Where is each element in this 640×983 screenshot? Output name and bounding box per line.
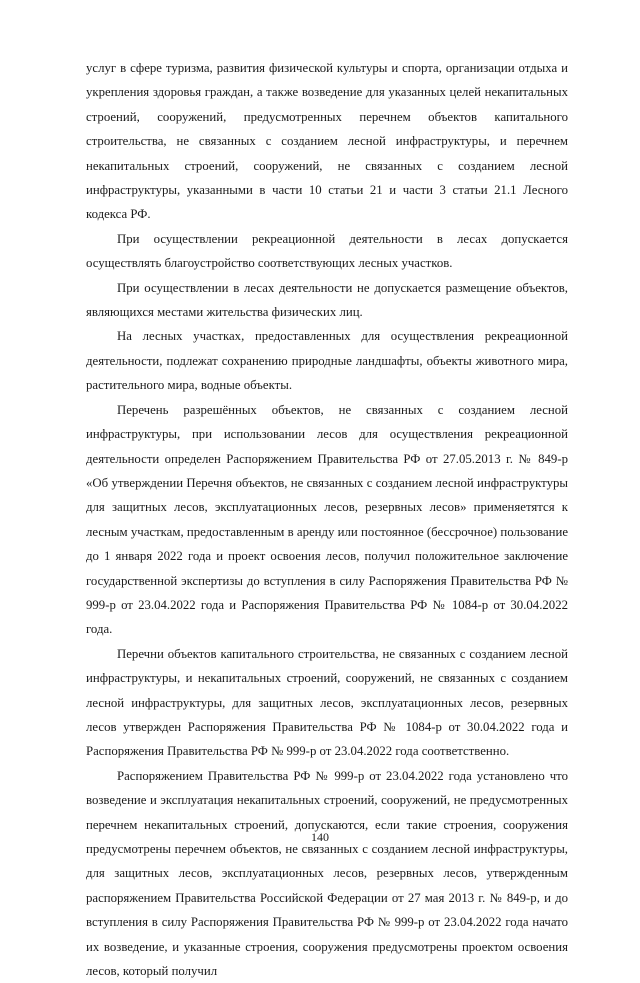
paragraph-continuation: услуг в сфере туризма, развития физической культуры и спорта, организации отдыха и укрепления здоровья граждан, а также возведение для указанных целей некапитальных строений, сооружений, предусмотренных перечнем объектов капитального строительства, не связанных с созданием лесной инфраструктуры, и перечнем некапитальных строений, сооружений, не связанных с созданием лесной инфраструктуры, указанными в части 10 статьи 21 и части 3 статьи 21.1 Лесного кодекса РФ. [86, 61, 568, 222]
paragraph: На лесных участках, предоставленных для осуществления рекреационной деятельности, подлежат сохранению природные ландшафты, объекты животного мира, растительного мира, водные объекты. [86, 329, 568, 393]
paragraph: Перечни объектов капитального строительства, не связанных с созданием лесной инфраструктуры, и некапитальных строений, сооружений, не связанных с созданием лесной инфраструктуры, для защитных лесов, эксплуатационных лесов, резервных лесов утвержден Распоряжения Правительства РФ № 1084-р от 30.04.2022 года и Распоряжения Правительства РФ № 999-р от 23.04.2022 года соответственно. [86, 646, 568, 759]
page-number: 140 [311, 830, 329, 844]
paragraph: При осуществлении в лесах деятельности не допускается размещение объектов, являющихся местами жительства физических лиц. [86, 280, 568, 320]
paragraph: Перечень разрешённых объектов, не связанных с созданием лесной инфраструктуры, при использовании лесов для осуществления рекреационной деятельности определен Распоряжением Правительства РФ от 27.05.2013 г. № 849-р «Об утверждении Перечня объектов, не связанных с созданием лесной инфраструктуры для защитных лесов, эксплуатационных лесов, резервных лесов» применяетятся к лесным участкам, предоставленным в аренду или постоянное (бессрочное) пользование до 1 января 2022 года и проект освоения лесов, получил положительное заключение государственной экспертизы до вступления в силу Распоряжения Правительства РФ № 999-р от 23.04.2022 года и Распоряжения Правительства РФ № 1084-р от 30.04.2022 года. [86, 402, 568, 637]
paragraph: При осуществлении рекреационной деятельности в лесах допускается осуществлять благоустройство соответствующих лесных участков. [86, 231, 568, 271]
paragraph: Распоряжением Правительства РФ № 999-р от 23.04.2022 года установлено что возведение и эксплуатация некапитальных строений, сооружений, не предусмотренных перечнем некапитальных строений, допускаются, если такие строения, сооружения предусмотрены перечнем объектов, не связанных с созданием лесной инфраструктуры, для защитных лесов, эксплуатационных лесов, резервных лесов, утвержденным распоряжением Правительства Российской Федерации от 27 мая 2013 г. № 849-р, и до вступления в силу Распоряжения Правительства РФ № 999-р от 23.04.2022 года начато их возведение, и указанные строения, сооружения предусмотрены проектом освоения лесов, который получил [86, 768, 568, 979]
